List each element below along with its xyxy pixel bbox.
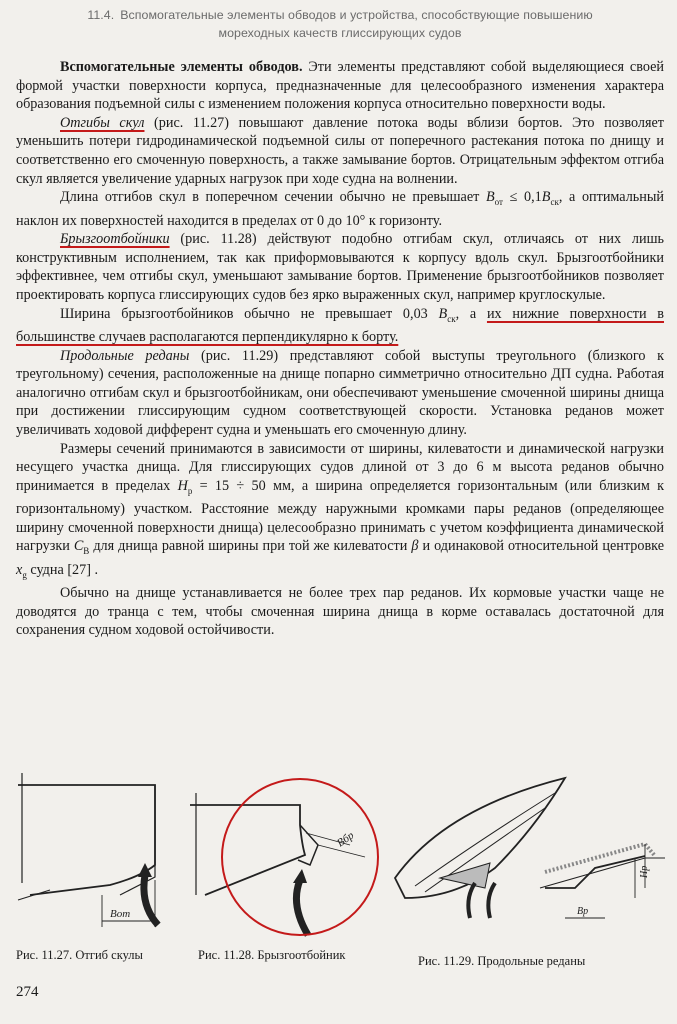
chine-flare-outline bbox=[120, 785, 155, 895]
paragraph-7-text-a: Размеры сечений принимаются в зависимости от ширины, килеватости и динамической нагрузки несущего участка днища. Для глиссирующих судов длиной от 3 до 6 м высота реданов обычно принимается в пределах bbox=[16, 440, 664, 494]
paragraph-3 bbox=[16, 188, 664, 230]
subscript-sk: ск bbox=[447, 313, 456, 324]
term-prodolnye-redany: Продольные реданы bbox=[60, 347, 190, 364]
symbol-b: B bbox=[485, 189, 495, 206]
paragraph-6 bbox=[16, 347, 664, 440]
label-b-br: Вбр bbox=[334, 829, 357, 850]
flow-arrow-head bbox=[138, 863, 152, 877]
paragraph-4-text: (рис. 11.28) действуют подобно отгибам скул, отличаясь от них лишь конструктивным исполнением, так как приформовываются к корпусу вдоль скул. Брызгоотбойники эффективнее, чем отгибы скул, уменьшают замывание бортов. Применение брызгоотбойников позволяет проектировать корпуса глиссирующих судов без ярко выраженных скул, например круглоскулые. bbox=[16, 231, 664, 303]
paragraph-1 bbox=[16, 58, 664, 114]
section-title-line1 bbox=[20, 6, 660, 24]
flow-arrow bbox=[144, 875, 158, 925]
label-h-r: Hр bbox=[639, 865, 650, 878]
paragraph-8: Обычно на днище устанавливается не более трех пар реданов. Их кормовые участки чаще не доводятся до транца с тем, чтобы смоченная ширина днища в корме оставалась достаточной для сохранения судном ходовой остойчивости. bbox=[16, 585, 664, 639]
section-title-text: Вспомогательные элементы обводов и устройства, способствующие повышению bbox=[120, 8, 593, 22]
term-bryzgootboyniki: Брызгоотбойники bbox=[60, 231, 170, 248]
symbol-h: H bbox=[177, 477, 188, 494]
figure-11-29-longitudinal-steps bbox=[385, 768, 670, 948]
subscript-sk: ск bbox=[550, 196, 559, 207]
hull-section-outline bbox=[18, 785, 155, 895]
paragraph-2 bbox=[16, 114, 664, 188]
paragraph-3-text-d: , а оптимальный наклон их поверхностей находится в пределах от 0 до 10° к горизонту. bbox=[16, 189, 664, 229]
hull-section-outline bbox=[190, 805, 305, 895]
figure-11-27-chine-flare bbox=[10, 765, 185, 940]
caption-11-27: Рис. 11.27. Отгиб скулы bbox=[16, 948, 143, 962]
section-title-line2: мореходных качеств глиссирующих судов bbox=[218, 26, 462, 40]
paragraph-5-text-c: , а bbox=[455, 305, 487, 322]
paragraph-7-text-f: судна [27] . bbox=[26, 561, 99, 578]
paragraph-6-text: (рис. 11.29) представляют собой выступы треугольного (близкого к треугольному) сечения, расположенные на днище попарно симметрично относительно ДП судна. Работая аналогично отгибам скул и брызгоотбойникам, они обеспечивают уменьшение смоченной ширины днища при достижении глиссирующим судном соответствующей скорости. Установка реданов может увеличивать ходовой дифферент судна и уменьшать его смоченную длину. bbox=[16, 347, 664, 438]
paragraph-5-text-a: Ширина брызгоотбойников обычно не превышает 0,03 bbox=[60, 305, 439, 322]
symbol-x: x bbox=[16, 561, 23, 578]
section-header bbox=[20, 6, 660, 42]
label-b-r: Bр bbox=[577, 906, 589, 917]
paragraph-3-text-c: ≤ 0,1 bbox=[502, 189, 542, 206]
paragraph-7 bbox=[16, 440, 664, 585]
flow-arrow bbox=[468, 883, 475, 918]
underlined-phrase: их нижние поверхности в большинстве случаев располагаются перпендикулярно к борту. bbox=[16, 305, 664, 345]
page-number: 274 bbox=[16, 984, 39, 1000]
caption-11-29: Рис. 11.29. Продольные реданы bbox=[418, 954, 586, 968]
flow-arrow bbox=[488, 883, 495, 918]
paragraph-1-heading: Вспомогательные элементы обводов. bbox=[60, 59, 303, 75]
paragraph-2-text: (рис. 11.27) повышают давление потока воды вблизи бортов. Это позволяет уменьшить потери гидродинамической подъемной силы от поперечного растекания потока по днищу и соответственно его смоченную поверхность, а также замывание бортов. Отрицательным эффектом отгиба скул является увеличение ударных нагрузок при ходе судна на волнении. bbox=[16, 114, 665, 187]
symbol-b: B bbox=[438, 305, 448, 322]
paragraph-1-text: Эти элементы представляют собой выделяющиеся своей формой участки поверхности корпуса, предназначенные для целесообразного изменения характера образования подъемной силы с изменением положения корпуса относительно поверхности воды. bbox=[16, 59, 664, 113]
step-section-hatched bbox=[440, 863, 490, 888]
caption-11-28: Рис. 11.28. Брызгоотбойник bbox=[198, 948, 346, 962]
subscript-r: р bbox=[187, 485, 193, 496]
paragraph-4 bbox=[16, 230, 664, 304]
symbol-beta: β bbox=[411, 538, 419, 555]
flow-arrow bbox=[296, 880, 308, 935]
figure-11-28-spray-strake bbox=[190, 775, 390, 950]
symbol-c: C bbox=[73, 538, 84, 555]
paragraph-7-text-d: для днища равной ширины при той же килеватости bbox=[89, 538, 412, 555]
paragraph-7-text-b: = 15 ÷ 50 мм, а ширина определяется горизонтальным (или близким к горизонтальному) участком. Расстояние между наружными кромками пары реданов (определяющее ширину смоченной поверхности днища) целесообразно принимать с учетом коэффициента динамической нагрузки bbox=[16, 477, 664, 555]
symbol-b: B bbox=[541, 189, 551, 206]
keel-line bbox=[18, 890, 50, 900]
paragraph-7-text-e: и одинаковой относительной центровке bbox=[418, 538, 664, 555]
paragraph-5 bbox=[16, 305, 664, 347]
subscript-ot: от bbox=[494, 196, 503, 207]
body-text bbox=[16, 58, 664, 640]
section-number: 11.4. bbox=[87, 8, 115, 22]
subscript-b: B bbox=[83, 546, 90, 557]
term-otgiby-skul: Отгибы скул bbox=[60, 114, 145, 131]
subscript-g: g bbox=[22, 569, 27, 580]
flow-arrow-head bbox=[293, 869, 307, 883]
label-b-ot: Вот bbox=[110, 908, 131, 920]
paragraph-3-text-a: Длина отгибов скул в поперечном сечении обычно не превышает bbox=[60, 189, 486, 206]
